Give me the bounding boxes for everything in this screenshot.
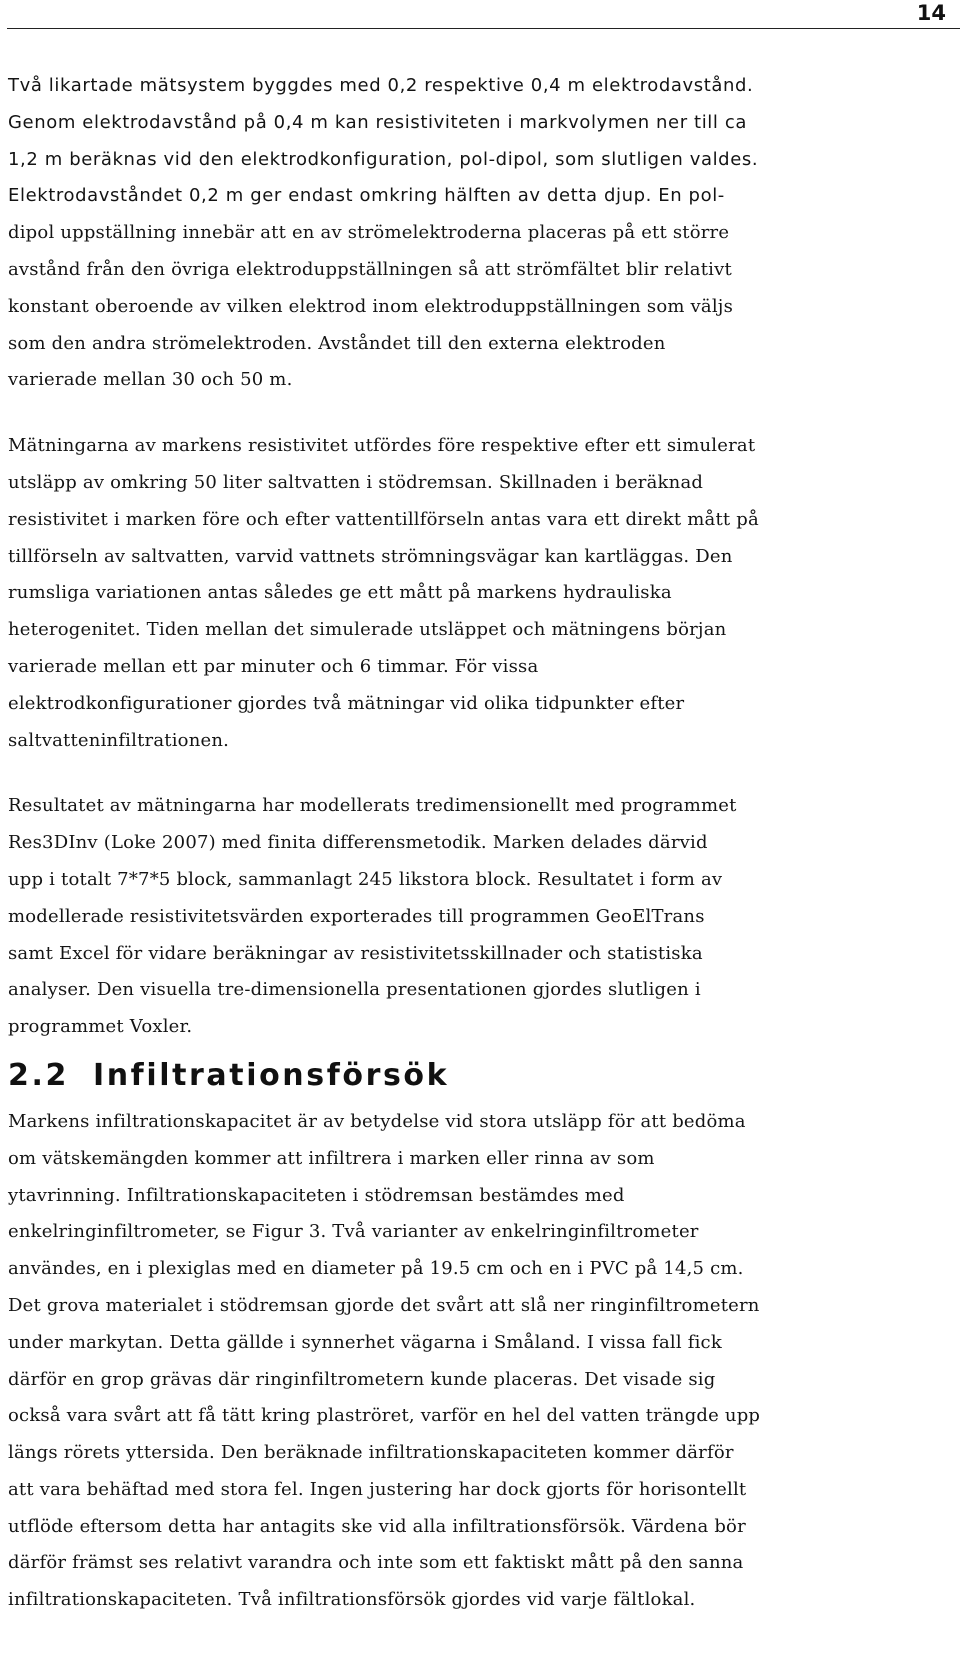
paragraph-infiltration-tests bbox=[8, 1104, 958, 1619]
text-line: enkelringinfiltrometer, se Figur 3. Två varianter av enkelringinfiltrometer bbox=[8, 1221, 699, 1243]
text-line: varierade mellan 30 och 50 m. bbox=[8, 369, 293, 391]
text-line: användes, en i plexiglas med en diameter på 19.5 cm och en i PVC på 14,5 cm. bbox=[8, 1258, 744, 1280]
text-line: avstånd från den övriga elektroduppställningen så att strömfältet blir relativt bbox=[8, 258, 732, 280]
text-line: analyser. Den visuella tre-dimensionella presentationen gjordes slutligen i bbox=[8, 979, 701, 1001]
text-line: längs rörets yttersida. Den beräknade infiltrationskapaciteten kommer därför bbox=[8, 1442, 734, 1464]
text-line: modellerade resistivitetsvärden exporterades till programmen GeoElTrans bbox=[8, 905, 705, 927]
text-line: Det grova materialet i stödremsan gjorde det svårt att slå ner ringinfiltrometern bbox=[8, 1294, 760, 1316]
text-line: programmet Voxler. bbox=[8, 1016, 193, 1038]
text-line: också vara svårt att få tätt kring plaströret, varför en hel del vatten trängde upp bbox=[8, 1405, 761, 1427]
text-line: tillförseln av saltvatten, varvid vattnets strömningsvägar kan kartläggas. Den bbox=[8, 545, 733, 567]
page-number: 14 bbox=[916, 1, 946, 25]
text-line: infiltrationskapaciteten. Två infiltrationsförsök gjordes vid varje fältlokal. bbox=[8, 1589, 696, 1611]
text-line: 1,2 m beräknas vid den elektrodkonfiguration, pol-dipol, som slutligen valdes. bbox=[8, 148, 759, 170]
text-line: därför en grop grävas där ringinfiltrometern kunde placeras. Det visade sig bbox=[8, 1368, 716, 1390]
text-line: som den andra strömelektroden. Avståndet till den externa elektroden bbox=[8, 332, 666, 354]
text-line: saltvatteninfiltrationen. bbox=[8, 729, 230, 751]
text-line: Resultatet av mätningarna har modellerats tredimensionellt med programmet bbox=[8, 795, 737, 817]
paragraph-spacer bbox=[8, 399, 958, 428]
paragraph-resistivity-measurements bbox=[8, 428, 958, 759]
section-heading bbox=[8, 1046, 958, 1104]
text-line: heterogenitet. Tiden mellan det simulerade utsläppet och mätningens början bbox=[8, 619, 727, 641]
text-line: konstant oberoende av vilken elektrod inom elektroduppställningen som väljs bbox=[8, 295, 734, 317]
text-line: varierade mellan ett par minuter och 6 timmar. För vissa bbox=[8, 655, 539, 677]
text-line: elektrodkonfigurationer gjordes två mätningar vid olika tidpunkter efter bbox=[8, 692, 685, 714]
text-line: Mätningarna av markens resistivitet utfördes före respektive efter ett simulerat bbox=[8, 435, 756, 457]
text-line: rumsliga variationen antas således ge ett mått på markens hydrauliska bbox=[8, 582, 672, 604]
text-line: om vätskemängden kommer att infiltrera i marken eller rinna av som bbox=[8, 1147, 655, 1169]
text-line: Genom elektrodavstånd på 0,4 m kan resistiviteten i markvolymen ner till ca bbox=[8, 111, 747, 133]
text-line: ytavrinning. Infiltrationskapaciteten i stödremsan bestämdes med bbox=[8, 1184, 625, 1206]
text-line: resistivitet i marken före och efter vattentillförseln antas vara ett direkt mått på bbox=[8, 508, 759, 530]
text-line: därför främst ses relativt varandra och inte som ett faktiskt mått på den sanna bbox=[8, 1552, 744, 1574]
text-line: Två likartade mätsystem byggdes med 0,2 respektive 0,4 m elektrodavstånd. bbox=[8, 75, 754, 96]
text-line: dipol uppställning innebär att en av strömelektroderna placeras på ett större bbox=[8, 222, 730, 244]
text-line: Res3DInv (Loke 2007) med finita differensmetodik. Marken delades därvid bbox=[8, 832, 708, 854]
document-body bbox=[8, 68, 958, 1619]
header-rule bbox=[7, 28, 960, 29]
text-line: utflöde eftersom detta har antagits ske vid alla infiltrationsförsök. Värdena bör bbox=[8, 1515, 746, 1537]
text-line: under markytan. Detta gällde i synnerhet vägarna i Småland. I vissa fall fick bbox=[8, 1331, 722, 1353]
text-line: Markens infiltrationskapacitet är av betydelse vid stora utsläpp för att bedöma bbox=[8, 1110, 746, 1132]
text-line: upp i totalt 7*7*5 block, sammanlagt 245 likstora block. Resultatet i form av bbox=[8, 868, 723, 890]
paragraph-spacer bbox=[8, 759, 958, 788]
section-title: Infiltrationsförsök bbox=[92, 1057, 450, 1093]
text-line: samt Excel för vidare beräkningar av resistivitetsskillnader och statistiska bbox=[8, 942, 703, 964]
section-number: 2.2 bbox=[8, 1057, 69, 1093]
text-line: Elektrodavståndet 0,2 m ger endast omkring hälften av detta djup. En pol- bbox=[8, 185, 725, 207]
paragraph-measurement-systems bbox=[8, 68, 958, 399]
text-line: att vara behäftad med stora fel. Ingen justering har dock gjorts för horisontellt bbox=[8, 1478, 747, 1500]
paragraph-modelling-results bbox=[8, 788, 958, 1046]
text-line: utsläpp av omkring 50 liter saltvatten i stödremsan. Skillnaden i beräknad bbox=[8, 471, 704, 493]
